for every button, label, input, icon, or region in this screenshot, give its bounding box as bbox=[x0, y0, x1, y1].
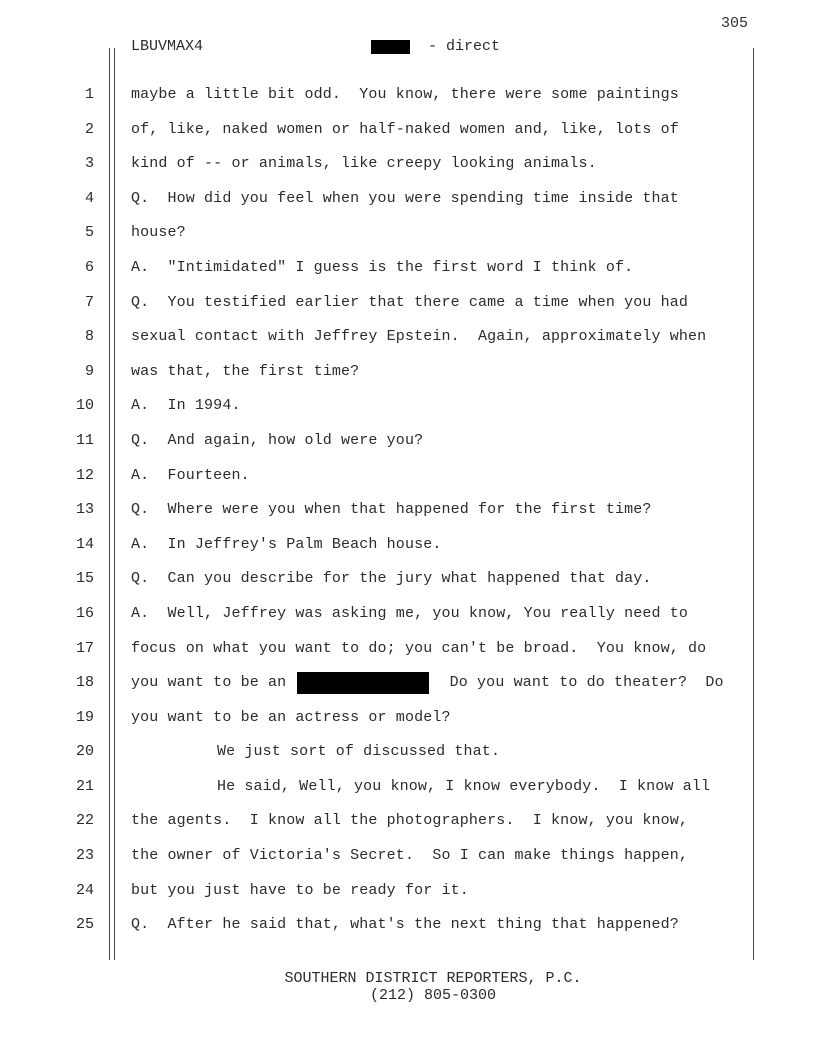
line-number: 4 bbox=[84, 189, 94, 207]
line-number: 12 bbox=[75, 466, 94, 484]
transcript-line: focus on what you want to do; you can't be broad. You know, do bbox=[131, 639, 707, 657]
redaction-block bbox=[297, 672, 429, 694]
transcript-line: Q. Where were you when that happened for the first time? bbox=[131, 501, 652, 519]
line-number: 6 bbox=[84, 258, 94, 276]
transcript-line: the owner of Victoria's Secret. So I can make things happen, bbox=[131, 847, 689, 865]
transcript-line: A. Well, Jeffrey was asking me, you know, You really need to bbox=[131, 604, 689, 622]
reporter-name: SOUTHERN DISTRICT REPORTERS, P.C. bbox=[284, 970, 582, 987]
line-number-column bbox=[60, 84, 94, 949]
page-header bbox=[131, 38, 731, 58]
transcript-line-redacted bbox=[131, 672, 737, 707]
transcript-line: He said, Well, you know, I know everybody. I know all bbox=[217, 777, 711, 795]
line-text-after-redaction: Do you want to do theater? Do bbox=[449, 674, 724, 692]
line-number: 10 bbox=[75, 397, 94, 415]
line-number: 5 bbox=[84, 224, 94, 242]
transcript-line: We just sort of discussed that. bbox=[217, 743, 501, 761]
line-number: 20 bbox=[75, 743, 94, 761]
line-number: 1 bbox=[84, 86, 94, 103]
line-text-before-redaction: you want to be an bbox=[131, 674, 287, 692]
page-footer bbox=[0, 970, 816, 1004]
transcript-line: Q. How did you feel when you were spending time inside that bbox=[131, 189, 679, 207]
header-redaction-block bbox=[371, 40, 410, 54]
line-number: 18 bbox=[75, 674, 94, 692]
transcript-line: A. In Jeffrey's Palm Beach house. bbox=[131, 535, 442, 553]
transcript-line: Q. After he said that, what's the next thing that happened? bbox=[131, 916, 679, 934]
line-number: 21 bbox=[75, 777, 94, 795]
line-number: 17 bbox=[75, 639, 94, 657]
case-code: LBUVMAX4 bbox=[131, 38, 204, 55]
line-number: 7 bbox=[84, 293, 94, 311]
transcript-line: was that, the first time? bbox=[131, 362, 360, 380]
line-number: 8 bbox=[84, 328, 94, 346]
transcript-line: of, like, naked women or half-naked women and, like, lots of bbox=[131, 120, 679, 138]
line-number: 9 bbox=[84, 362, 94, 380]
transcript-line: A. In 1994. bbox=[131, 397, 241, 415]
line-number: 15 bbox=[75, 570, 94, 588]
transcript-line: Q. And again, how old were you? bbox=[131, 431, 424, 449]
transcript-line: the agents. I know all the photographers. I know, you know, bbox=[131, 812, 689, 830]
transcript-line: Q. Can you describe for the jury what happened that day. bbox=[131, 570, 652, 588]
left-margin-rule-outer bbox=[109, 48, 110, 960]
line-number: 16 bbox=[75, 604, 94, 622]
transcript-line: Q. You testified earlier that there came a time when you had bbox=[131, 293, 689, 311]
transcript-line: house? bbox=[131, 224, 186, 242]
line-number: 24 bbox=[75, 881, 94, 899]
section-label: - direct bbox=[419, 38, 501, 55]
line-number: 19 bbox=[75, 708, 94, 726]
transcript-line: but you just have to be ready for it. bbox=[131, 881, 469, 899]
line-number: 22 bbox=[75, 812, 94, 830]
left-margin-rule-inner bbox=[114, 48, 115, 960]
transcript-line: maybe a little bit odd. You know, there were some paintings bbox=[131, 86, 679, 103]
line-number: 2 bbox=[84, 120, 94, 138]
line-number: 23 bbox=[75, 847, 94, 865]
line-number: 11 bbox=[75, 431, 94, 449]
line-number: 3 bbox=[84, 155, 94, 173]
transcript-line: A. "Intimidated" I guess is the first word I think of. bbox=[131, 258, 634, 276]
transcript-line: kind of -- or animals, like creepy looking animals. bbox=[131, 155, 597, 173]
line-number: 25 bbox=[75, 916, 94, 934]
line-number: 14 bbox=[75, 535, 94, 553]
transcript-body bbox=[131, 84, 737, 949]
line-number: 13 bbox=[75, 501, 94, 519]
page-number: 305 bbox=[720, 15, 748, 32]
transcript-line: A. Fourteen. bbox=[131, 466, 250, 484]
transcript-line: sexual contact with Jeffrey Epstein. Again, approximately when bbox=[131, 328, 707, 346]
reporter-phone: (212) 805-0300 bbox=[369, 987, 497, 1004]
transcript-line: you want to be an actress or model? bbox=[131, 708, 451, 726]
right-margin-rule bbox=[753, 48, 754, 960]
